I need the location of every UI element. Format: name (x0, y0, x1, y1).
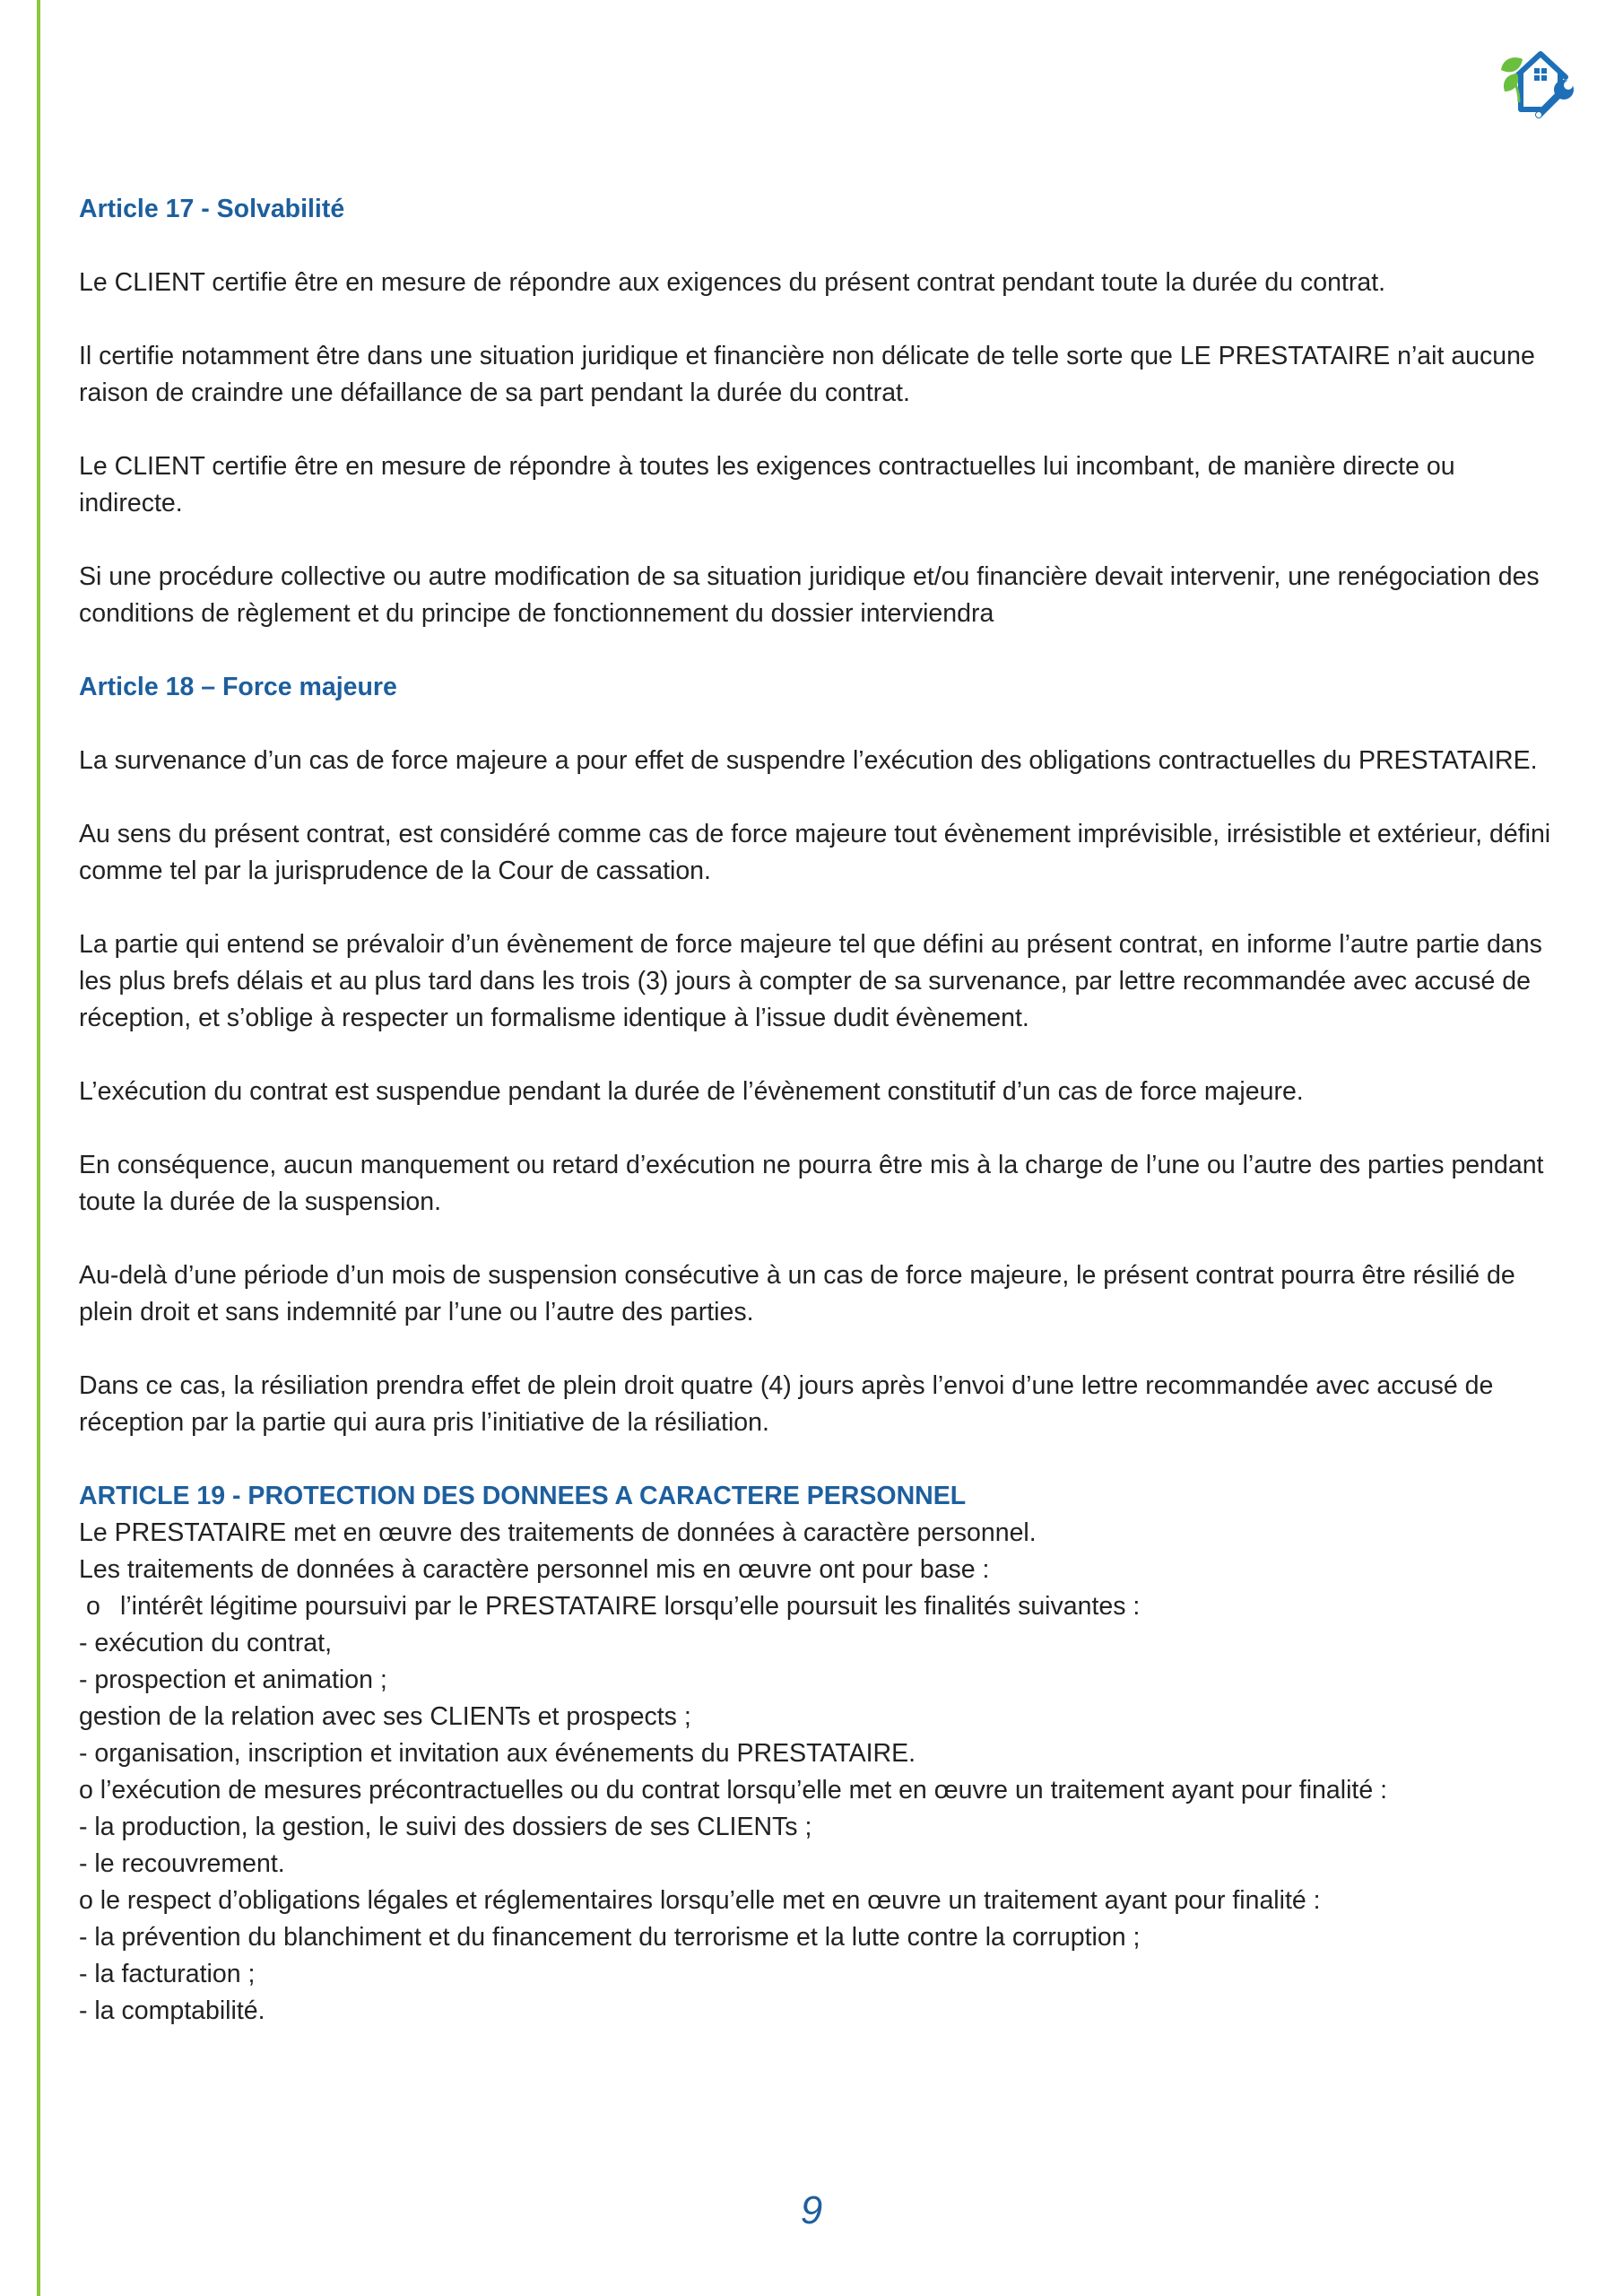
article-19-line (79, 1588, 1558, 1625)
article-17-paragraph-3: Le CLIENT certifie être en mesure de répondre à toutes les exigences contractuelles lui incombant, de manière directe ou indirecte. (79, 452, 1455, 517)
article-19-line: Le PRESTATAIRE met en œuvre des traitements de données à caractère personnel. (79, 1518, 1037, 1547)
article-18-paragraph-1: La survenance d’un cas de force majeure a pour effet de suspendre l’exécution des obligations contractuelles du PRESTATAIRE. (79, 746, 1538, 775)
article-18-heading: Article 18 – Force majeure (79, 673, 397, 701)
article-19-line: - le recouvrement. (79, 1849, 285, 1878)
article-19-line: - la comptabilité. (79, 1996, 265, 2025)
article-19-line: gestion de la relation avec ses CLIENTs et prospects ; (79, 1702, 691, 1731)
article-17-paragraph-1: Le CLIENT certifie être en mesure de répondre aux exigences du présent contrat pendant toute la durée du contrat. (79, 268, 1386, 297)
page-number: 9 (800, 2188, 823, 2232)
article-19-line: - la facturation ; (79, 1960, 256, 1988)
article-19-line: - la production, la gestion, le suivi des dossiers de ses CLIENTs ; (79, 1813, 812, 1841)
article-18-paragraph-4: L’exécution du contrat est suspendue pendant la durée de l’évènement constitutif d’un cas de force majeure. (79, 1077, 1304, 1106)
article-19-line-text: l’intérêt légitime poursuivi par le PRESTATAIRE lorsqu’elle poursuit les finalités suivantes : (120, 1592, 1141, 1621)
article-19-line: - prospection et animation ; (79, 1665, 387, 1694)
main-content (79, 191, 1558, 2030)
article-18-paragraph-3: La partie qui entend se prévaloir d’un évènement de force majeure tel que défini au présent contrat, en informe l’autre partie dans les plus brefs délais et au plus tard dans les trois (3) jours à compter de sa survenance, par lettre recommandée avec accusé de réception, et s’oblige à respecter un formalisme identique à l’issue dudit évènement. (79, 930, 1542, 1032)
article-19-line: o le respect d’obligations légales et réglementaires lorsqu’elle met en œuvre un traitement ayant pour finalité : (79, 1886, 1321, 1915)
list-bullet: o (86, 1592, 100, 1621)
article-17-paragraph-2: Il certifie notamment être dans une situation juridique et financière non délicate de telle sorte que LE PRESTATAIRE n’ait aucune raison de craindre une défaillance de sa part pendant la durée du contrat. (79, 342, 1535, 407)
article-19-line: Les traitements de données à caractère personnel mis en œuvre ont pour base : (79, 1555, 990, 1584)
article-18-paragraph-6: Au-delà d’une période d’un mois de suspension consécutive à un cas de force majeure, le présent contrat pourra être résilié de plein droit et sans indemnité par l’une ou l’autre des parties. (79, 1261, 1515, 1326)
house-leaf-wrench-icon (1488, 38, 1578, 127)
article-18-paragraph-7: Dans ce cas, la résiliation prendra effet de plein droit quatre (4) jours après l’envoi d’une lettre recommandée avec accusé de réception par la partie qui aura pris l’initiative de la résiliation. (79, 1371, 1494, 1437)
article-18-paragraph-2: Au sens du présent contrat, est considéré comme cas de force majeure tout évènement imprévisible, irrésistible et extérieur, défini comme tel par la jurisprudence de la Cour de cassation. (79, 820, 1551, 885)
article-19-body (79, 1515, 1558, 2030)
left-margin-rule (37, 0, 40, 2296)
article-18-paragraph-5: En conséquence, aucun manquement ou retard d’exécution ne pourra être mis à la charge de l’une ou l’autre des parties pendant toute la durée de la suspension. (79, 1151, 1544, 1216)
article-19-line: - organisation, inscription et invitation aux événements du PRESTATAIRE. (79, 1739, 916, 1768)
article-19-line: - exécution du contrat, (79, 1629, 332, 1657)
article-19-heading: ARTICLE 19 - PROTECTION DES DONNEES A CARACTERE PERSONNEL (79, 1482, 967, 1510)
article-19-line: - la prévention du blanchiment et du financement du terrorisme et la lutte contre la corruption ; (79, 1923, 1141, 1952)
article-17-heading: Article 17 - Solvabilité (79, 195, 345, 223)
article-17-paragraph-4: Si une procédure collective ou autre modification de sa situation juridique et/ou financière devait intervenir, une renégociation des conditions de règlement et du principe de fonctionnement du dossier interviendra (79, 562, 1540, 628)
article-19-line: o l’exécution de mesures précontractuelles ou du contrat lorsqu’elle met en œuvre un traitement ayant pour finalité : (79, 1776, 1388, 1805)
